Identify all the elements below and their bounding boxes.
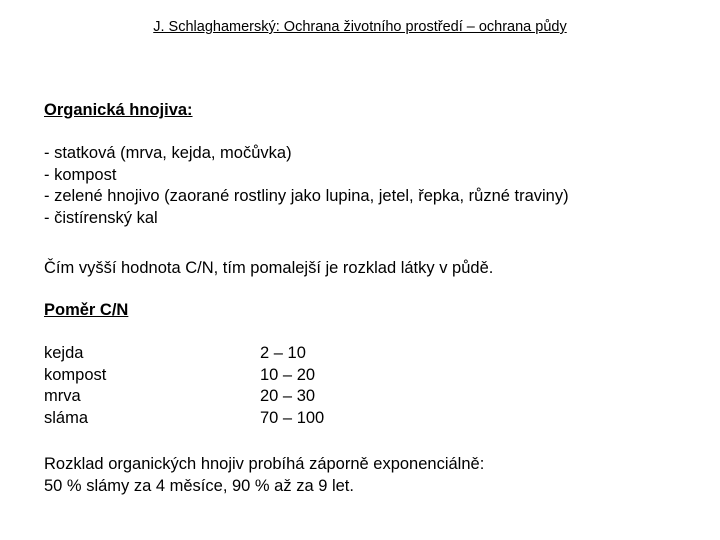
- organic-fertilizers-heading: Organická hnojiva:: [44, 101, 193, 119]
- ratio-range: 20 – 30: [260, 387, 316, 405]
- cn-ratio-statement: Čím vyšší hodnota C/N, tím pomalejší je rozklad látky v půdě.: [44, 259, 494, 277]
- decomposition-note: [44, 454, 484, 497]
- list-item: - zelené hnojivo (zaorané rostliny jako lupina, jetel, řepka, různé traviny): [44, 187, 569, 205]
- decomposition-line: Rozklad organických hnojiv probíhá záporně exponenciálně:: [44, 455, 485, 473]
- fertilizer-list: [44, 143, 569, 229]
- ratio-range: 2 – 10: [260, 344, 306, 362]
- ratio-material: mrva: [44, 387, 81, 405]
- ratio-range: 70 – 100: [260, 408, 325, 427]
- ratio-material: kompost: [44, 365, 107, 384]
- list-item: - čistírenský kal: [44, 208, 158, 227]
- cn-ratio-heading: Poměr C/N: [44, 301, 129, 319]
- ratio-material: kejda: [44, 344, 84, 362]
- ratio-material: sláma: [44, 408, 89, 427]
- list-item: - kompost: [44, 165, 117, 184]
- decomposition-line: 50 % slámy za 4 měsíce, 90 % až za 9 let.: [44, 476, 354, 495]
- document-header: J. Schlaghamerský: Ochrana životního prostředí – ochrana půdy: [153, 19, 567, 35]
- ratio-range: 10 – 20: [260, 365, 316, 384]
- list-item: - statková (mrva, kejda, močůvka): [44, 144, 292, 162]
